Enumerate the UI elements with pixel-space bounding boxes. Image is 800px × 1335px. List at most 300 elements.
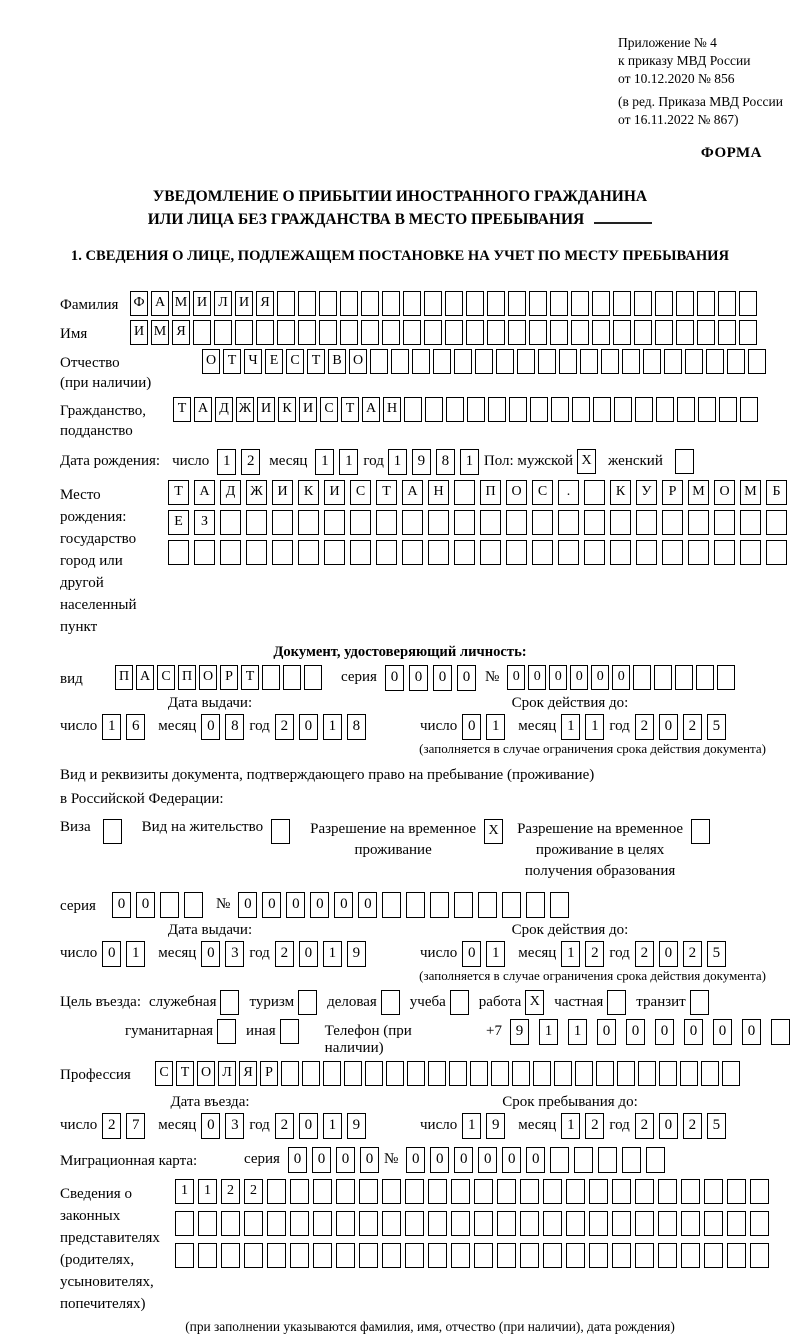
char-box[interactable]: М	[688, 480, 709, 505]
char-box[interactable]	[659, 1061, 677, 1086]
char-box[interactable]: 1	[339, 449, 358, 475]
char-box[interactable]	[658, 1179, 677, 1204]
char-box[interactable]	[589, 1211, 608, 1236]
char-box[interactable]: Т	[376, 480, 397, 505]
char-box[interactable]: X	[577, 449, 596, 474]
char-box[interactable]	[382, 1211, 401, 1236]
char-box[interactable]	[382, 1243, 401, 1268]
char-box[interactable]	[685, 349, 703, 374]
char-box[interactable]: 7	[126, 1113, 145, 1139]
char-box[interactable]	[727, 349, 745, 374]
char-box[interactable]	[454, 480, 475, 505]
char-box[interactable]	[688, 540, 709, 565]
char-box[interactable]	[688, 510, 709, 535]
char-box[interactable]	[220, 990, 239, 1015]
char-box[interactable]	[425, 397, 443, 422]
char-box[interactable]	[680, 1061, 698, 1086]
char-box[interactable]	[474, 1211, 493, 1236]
char-box[interactable]	[771, 1019, 790, 1045]
char-box[interactable]	[451, 1211, 470, 1236]
char-box[interactable]: 9	[347, 1113, 366, 1139]
char-box[interactable]	[445, 291, 463, 316]
char-box[interactable]	[214, 320, 232, 345]
char-box[interactable]	[336, 1243, 355, 1268]
char-box[interactable]	[506, 510, 527, 535]
char-box[interactable]: 1	[561, 941, 580, 967]
char-box[interactable]: 0	[334, 892, 353, 918]
char-box[interactable]: М	[740, 480, 761, 505]
char-box[interactable]	[714, 510, 735, 535]
char-box[interactable]	[428, 1211, 447, 1236]
char-box[interactable]: С	[350, 480, 371, 505]
char-box[interactable]	[697, 320, 715, 345]
char-box[interactable]: П	[115, 665, 133, 690]
char-box[interactable]	[675, 665, 693, 690]
char-box[interactable]: И	[257, 397, 275, 422]
char-box[interactable]: 0	[433, 665, 452, 691]
char-box[interactable]	[550, 291, 568, 316]
char-box[interactable]: 0	[201, 714, 220, 740]
char-box[interactable]: 0	[299, 714, 318, 740]
char-box[interactable]: П	[480, 480, 501, 505]
char-box[interactable]	[589, 1243, 608, 1268]
char-box[interactable]	[404, 397, 422, 422]
char-box[interactable]	[220, 510, 241, 535]
char-box[interactable]	[323, 1061, 341, 1086]
char-box[interactable]	[298, 291, 316, 316]
char-box[interactable]: 0	[406, 1147, 425, 1173]
char-box[interactable]	[718, 291, 736, 316]
char-box[interactable]: О	[202, 349, 220, 374]
char-box[interactable]	[256, 320, 274, 345]
char-box[interactable]	[313, 1211, 332, 1236]
char-box[interactable]	[272, 540, 293, 565]
char-box[interactable]	[655, 320, 673, 345]
char-box[interactable]	[175, 1211, 194, 1236]
char-box[interactable]: 2	[102, 1113, 121, 1139]
char-box[interactable]: 0	[626, 1019, 645, 1045]
char-box[interactable]: 1	[486, 714, 505, 740]
char-box[interactable]: 0	[549, 665, 567, 690]
char-box[interactable]: 3	[225, 941, 244, 967]
char-box[interactable]	[382, 291, 400, 316]
char-box[interactable]: 2	[635, 941, 654, 967]
char-box[interactable]	[336, 1211, 355, 1236]
char-box[interactable]	[574, 1147, 593, 1173]
char-box[interactable]	[449, 1061, 467, 1086]
char-box[interactable]	[622, 1147, 641, 1173]
char-box[interactable]	[466, 291, 484, 316]
char-box[interactable]: 2	[635, 714, 654, 740]
char-box[interactable]	[727, 1179, 746, 1204]
char-box[interactable]	[517, 349, 535, 374]
char-box[interactable]	[424, 291, 442, 316]
char-box[interactable]	[405, 1211, 424, 1236]
char-box[interactable]: 0	[462, 714, 481, 740]
char-box[interactable]: М	[172, 291, 190, 316]
char-box[interactable]: 0	[201, 941, 220, 967]
char-box[interactable]	[487, 291, 505, 316]
char-box[interactable]	[584, 510, 605, 535]
char-box[interactable]: 0	[286, 892, 305, 918]
char-box[interactable]: 2	[244, 1179, 263, 1204]
char-box[interactable]	[302, 1061, 320, 1086]
char-box[interactable]: О	[506, 480, 527, 505]
char-box[interactable]	[451, 1243, 470, 1268]
char-box[interactable]	[690, 990, 709, 1015]
char-box[interactable]	[221, 1211, 240, 1236]
char-box[interactable]	[405, 1243, 424, 1268]
char-box[interactable]	[677, 397, 695, 422]
char-box[interactable]	[428, 1061, 446, 1086]
char-box[interactable]: 0	[299, 1113, 318, 1139]
char-box[interactable]: 1	[486, 941, 505, 967]
char-box[interactable]: 8	[436, 449, 455, 475]
char-box[interactable]: 1	[585, 714, 604, 740]
char-box[interactable]: А	[136, 665, 154, 690]
char-box[interactable]	[246, 540, 267, 565]
char-box[interactable]: 1	[126, 941, 145, 967]
char-box[interactable]	[487, 320, 505, 345]
char-box[interactable]: С	[286, 349, 304, 374]
char-box[interactable]	[271, 819, 290, 844]
char-box[interactable]	[766, 510, 787, 535]
char-box[interactable]	[704, 1211, 723, 1236]
char-box[interactable]	[727, 1211, 746, 1236]
char-box[interactable]: 8	[347, 714, 366, 740]
char-box[interactable]	[750, 1243, 769, 1268]
char-box[interactable]: 0	[502, 1147, 521, 1173]
char-box[interactable]	[403, 291, 421, 316]
char-box[interactable]: 0	[713, 1019, 732, 1045]
char-box[interactable]: 1	[539, 1019, 558, 1045]
char-box[interactable]: 3	[225, 1113, 244, 1139]
char-box[interactable]: Я	[172, 320, 190, 345]
char-box[interactable]	[750, 1211, 769, 1236]
char-box[interactable]	[267, 1243, 286, 1268]
char-box[interactable]	[509, 397, 527, 422]
char-box[interactable]	[359, 1243, 378, 1268]
char-box[interactable]	[480, 540, 501, 565]
char-box[interactable]	[681, 1211, 700, 1236]
char-box[interactable]: 1	[561, 1113, 580, 1139]
char-box[interactable]	[598, 1147, 617, 1173]
char-box[interactable]	[359, 1179, 378, 1204]
char-box[interactable]: О	[714, 480, 735, 505]
char-box[interactable]	[740, 510, 761, 535]
char-box[interactable]	[221, 1243, 240, 1268]
char-box[interactable]: Л	[218, 1061, 236, 1086]
char-box[interactable]: 0	[409, 665, 428, 691]
char-box[interactable]	[454, 892, 473, 918]
char-box[interactable]: Ф	[130, 291, 148, 316]
char-box[interactable]	[428, 540, 449, 565]
char-box[interactable]: И	[272, 480, 293, 505]
char-box[interactable]	[558, 510, 579, 535]
char-box[interactable]: 0	[659, 714, 678, 740]
char-box[interactable]	[488, 397, 506, 422]
char-box[interactable]	[324, 510, 345, 535]
char-box[interactable]: 1	[323, 714, 342, 740]
char-box[interactable]	[451, 1179, 470, 1204]
char-box[interactable]	[290, 1211, 309, 1236]
char-box[interactable]: 0	[430, 1147, 449, 1173]
char-box[interactable]	[382, 892, 401, 918]
char-box[interactable]: 2	[275, 714, 294, 740]
char-box[interactable]: Н	[383, 397, 401, 422]
char-box[interactable]: Т	[341, 397, 359, 422]
char-box[interactable]	[474, 1243, 493, 1268]
char-box[interactable]	[402, 510, 423, 535]
char-box[interactable]	[502, 892, 521, 918]
char-box[interactable]: Я	[256, 291, 274, 316]
char-box[interactable]	[676, 320, 694, 345]
char-box[interactable]: 0	[360, 1147, 379, 1173]
char-box[interactable]: 1	[460, 449, 479, 475]
char-box[interactable]	[633, 665, 651, 690]
char-box[interactable]	[267, 1211, 286, 1236]
char-box[interactable]	[281, 1061, 299, 1086]
char-box[interactable]	[512, 1061, 530, 1086]
char-box[interactable]	[532, 510, 553, 535]
char-box[interactable]	[184, 892, 203, 918]
char-box[interactable]	[491, 1061, 509, 1086]
char-box[interactable]: 1	[561, 714, 580, 740]
char-box[interactable]	[446, 397, 464, 422]
char-box[interactable]	[750, 1179, 769, 1204]
char-box[interactable]: 1	[175, 1179, 194, 1204]
char-box[interactable]: Т	[223, 349, 241, 374]
char-box[interactable]	[634, 320, 652, 345]
char-box[interactable]	[496, 349, 514, 374]
char-box[interactable]	[529, 291, 547, 316]
char-box[interactable]	[103, 819, 122, 844]
char-box[interactable]: С	[532, 480, 553, 505]
char-box[interactable]	[550, 320, 568, 345]
char-box[interactable]: У	[636, 480, 657, 505]
char-box[interactable]	[739, 320, 757, 345]
char-box[interactable]: С	[320, 397, 338, 422]
char-box[interactable]	[290, 1243, 309, 1268]
char-box[interactable]	[244, 1243, 263, 1268]
char-box[interactable]	[428, 1243, 447, 1268]
char-box[interactable]	[298, 990, 317, 1015]
char-box[interactable]	[722, 1061, 740, 1086]
char-box[interactable]: А	[151, 291, 169, 316]
char-box[interactable]	[714, 540, 735, 565]
char-box[interactable]	[727, 1243, 746, 1268]
char-box[interactable]	[445, 320, 463, 345]
char-box[interactable]	[508, 291, 526, 316]
char-box[interactable]: 1	[568, 1019, 587, 1045]
char-box[interactable]	[298, 320, 316, 345]
char-box[interactable]: 0	[659, 941, 678, 967]
char-box[interactable]: И	[324, 480, 345, 505]
char-box[interactable]	[454, 540, 475, 565]
char-box[interactable]: И	[130, 320, 148, 345]
char-box[interactable]	[376, 540, 397, 565]
char-box[interactable]	[656, 397, 674, 422]
char-box[interactable]: 0	[358, 892, 377, 918]
char-box[interactable]: К	[298, 480, 319, 505]
char-box[interactable]	[298, 540, 319, 565]
char-box[interactable]: 1	[388, 449, 407, 475]
char-box[interactable]: 1	[462, 1113, 481, 1139]
char-box[interactable]: К	[610, 480, 631, 505]
char-box[interactable]	[272, 510, 293, 535]
char-box[interactable]	[290, 1179, 309, 1204]
char-box[interactable]: 0	[112, 892, 131, 918]
char-box[interactable]	[635, 1243, 654, 1268]
char-box[interactable]	[676, 291, 694, 316]
char-box[interactable]: А	[362, 397, 380, 422]
char-box[interactable]	[497, 1211, 516, 1236]
char-box[interactable]	[403, 320, 421, 345]
char-box[interactable]	[543, 1211, 562, 1236]
char-box[interactable]	[566, 1243, 585, 1268]
char-box[interactable]	[382, 320, 400, 345]
char-box[interactable]	[382, 1179, 401, 1204]
char-box[interactable]	[478, 892, 497, 918]
char-box[interactable]	[520, 1243, 539, 1268]
char-box[interactable]	[543, 1243, 562, 1268]
char-box[interactable]	[550, 1147, 569, 1173]
char-box[interactable]	[635, 1211, 654, 1236]
char-box[interactable]	[336, 1179, 355, 1204]
char-box[interactable]	[719, 397, 737, 422]
char-box[interactable]	[175, 1243, 194, 1268]
char-box[interactable]	[612, 1179, 631, 1204]
char-box[interactable]: 2	[585, 1113, 604, 1139]
char-box[interactable]	[704, 1179, 723, 1204]
char-box[interactable]	[497, 1179, 516, 1204]
char-box[interactable]	[350, 510, 371, 535]
char-box[interactable]	[520, 1179, 539, 1204]
char-box[interactable]	[319, 291, 337, 316]
char-box[interactable]: С	[157, 665, 175, 690]
char-box[interactable]	[428, 1179, 447, 1204]
char-box[interactable]: X	[525, 990, 544, 1015]
char-box[interactable]	[467, 397, 485, 422]
char-box[interactable]	[655, 291, 673, 316]
char-box[interactable]: 0	[478, 1147, 497, 1173]
char-box[interactable]	[612, 1243, 631, 1268]
char-box[interactable]	[643, 349, 661, 374]
char-box[interactable]	[340, 291, 358, 316]
char-box[interactable]	[740, 397, 758, 422]
char-box[interactable]: Т	[168, 480, 189, 505]
char-box[interactable]: Т	[176, 1061, 194, 1086]
char-box[interactable]: С	[155, 1061, 173, 1086]
char-box[interactable]: Е	[265, 349, 283, 374]
char-box[interactable]	[550, 892, 569, 918]
char-box[interactable]: .	[558, 480, 579, 505]
char-box[interactable]: Н	[428, 480, 449, 505]
char-box[interactable]: 1	[323, 1113, 342, 1139]
char-box[interactable]: 2	[275, 1113, 294, 1139]
char-box[interactable]	[277, 320, 295, 345]
char-box[interactable]	[566, 1179, 585, 1204]
char-box[interactable]	[340, 320, 358, 345]
char-box[interactable]: 0	[102, 941, 121, 967]
char-box[interactable]: 2	[683, 1113, 702, 1139]
char-box[interactable]	[246, 510, 267, 535]
char-box[interactable]	[601, 349, 619, 374]
char-box[interactable]	[566, 1211, 585, 1236]
char-box[interactable]	[298, 510, 319, 535]
char-box[interactable]: Л	[214, 291, 232, 316]
char-box[interactable]	[402, 540, 423, 565]
char-box[interactable]	[267, 1179, 286, 1204]
char-box[interactable]	[635, 1179, 654, 1204]
char-box[interactable]: Р	[220, 665, 238, 690]
char-box[interactable]	[361, 320, 379, 345]
char-box[interactable]	[613, 320, 631, 345]
char-box[interactable]	[235, 320, 253, 345]
char-box[interactable]	[361, 291, 379, 316]
char-box[interactable]	[474, 1179, 493, 1204]
char-box[interactable]: X	[484, 819, 503, 844]
char-box[interactable]	[718, 320, 736, 345]
char-box[interactable]: 9	[412, 449, 431, 475]
char-box[interactable]: 0	[507, 665, 525, 690]
char-box[interactable]: 5	[707, 941, 726, 967]
char-box[interactable]	[529, 320, 547, 345]
char-box[interactable]	[313, 1179, 332, 1204]
char-box[interactable]	[717, 665, 735, 690]
char-box[interactable]: Б	[766, 480, 787, 505]
char-box[interactable]	[662, 540, 683, 565]
char-box[interactable]	[313, 1243, 332, 1268]
char-box[interactable]: 9	[347, 941, 366, 967]
char-box[interactable]: 0	[462, 941, 481, 967]
char-box[interactable]	[634, 291, 652, 316]
char-box[interactable]: П	[178, 665, 196, 690]
char-box[interactable]: И	[235, 291, 253, 316]
char-box[interactable]: О	[199, 665, 217, 690]
char-box[interactable]: 0	[597, 1019, 616, 1045]
char-box[interactable]	[466, 320, 484, 345]
char-box[interactable]	[571, 320, 589, 345]
char-box[interactable]: З	[194, 510, 215, 535]
char-box[interactable]	[381, 990, 400, 1015]
char-box[interactable]: О	[349, 349, 367, 374]
char-box[interactable]	[635, 397, 653, 422]
char-box[interactable]: 1	[217, 449, 236, 475]
char-box[interactable]: 0	[262, 892, 281, 918]
char-box[interactable]	[613, 291, 631, 316]
char-box[interactable]	[580, 349, 598, 374]
char-box[interactable]	[681, 1179, 700, 1204]
char-box[interactable]	[607, 990, 626, 1015]
char-box[interactable]: 0	[591, 665, 609, 690]
char-box[interactable]: 1	[323, 941, 342, 967]
char-box[interactable]	[681, 1243, 700, 1268]
char-box[interactable]	[662, 510, 683, 535]
char-box[interactable]: 0	[742, 1019, 761, 1045]
char-box[interactable]: 0	[454, 1147, 473, 1173]
char-box[interactable]	[520, 1211, 539, 1236]
char-box[interactable]	[194, 540, 215, 565]
char-box[interactable]	[592, 320, 610, 345]
char-box[interactable]	[350, 540, 371, 565]
char-box[interactable]	[701, 1061, 719, 1086]
char-box[interactable]: 9	[510, 1019, 529, 1045]
char-box[interactable]	[407, 1061, 425, 1086]
char-box[interactable]	[658, 1243, 677, 1268]
char-box[interactable]	[654, 665, 672, 690]
char-box[interactable]: 2	[585, 941, 604, 967]
